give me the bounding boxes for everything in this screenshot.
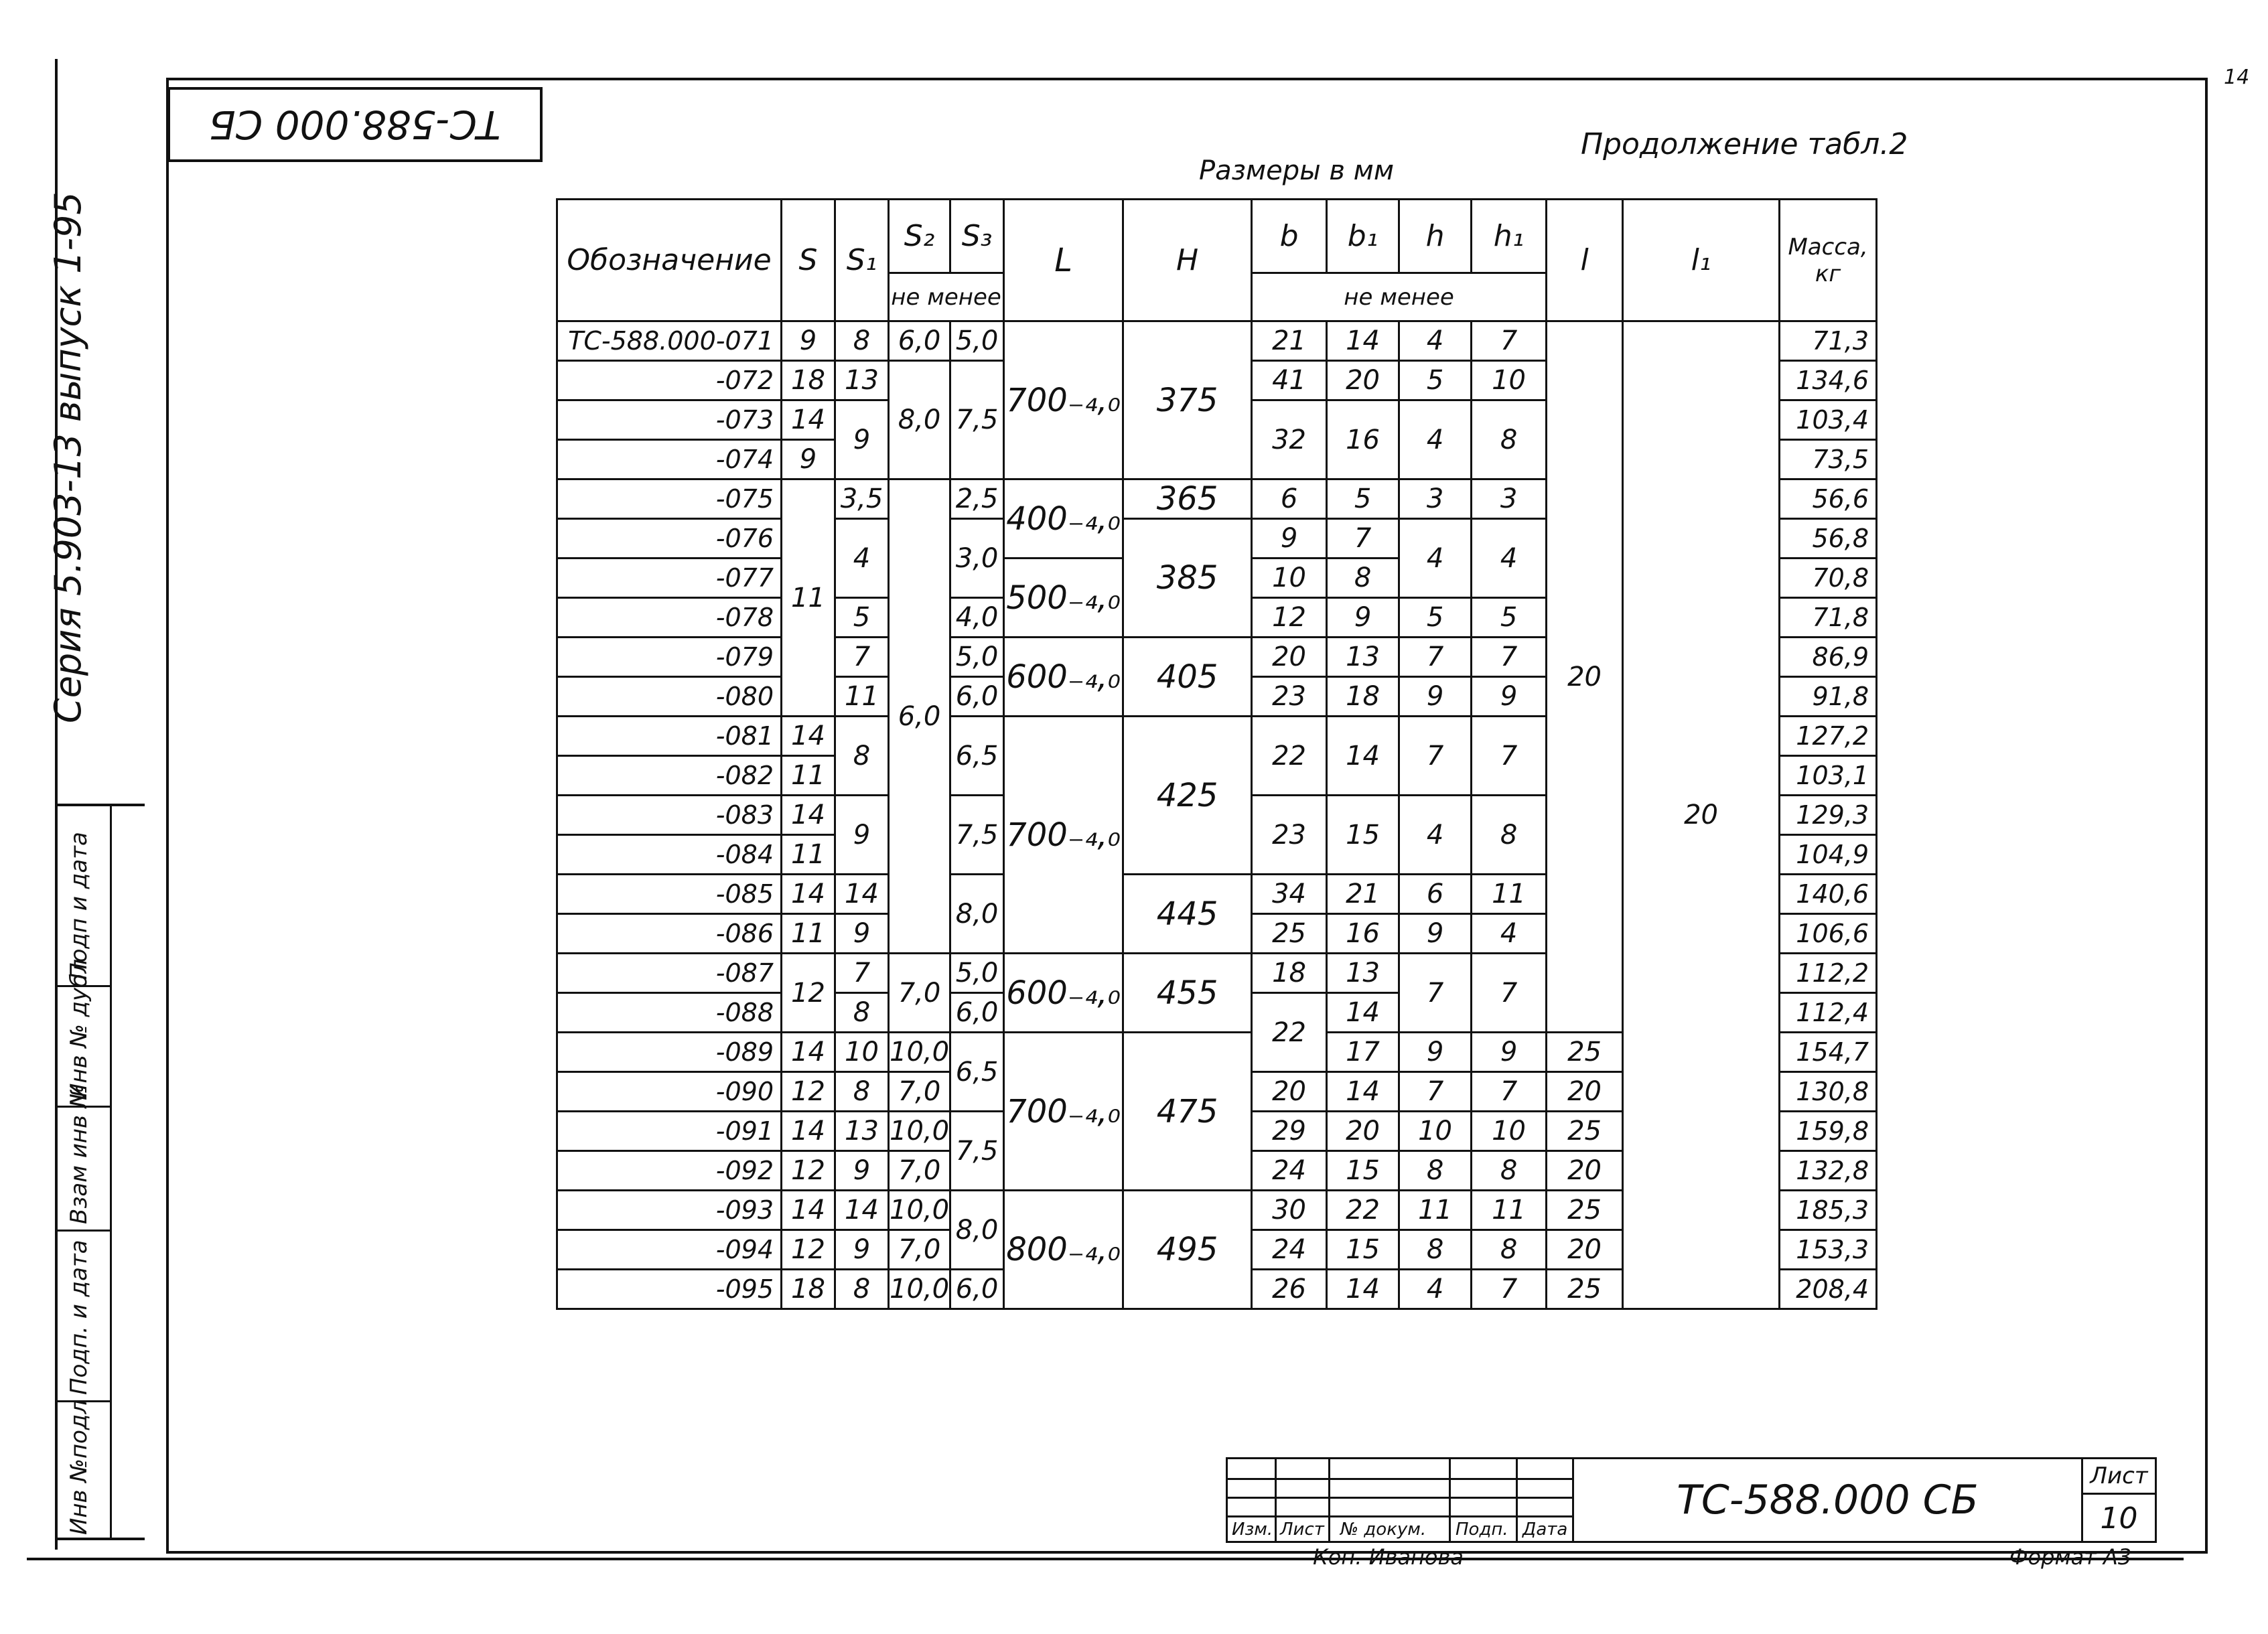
cell-b: 12: [1252, 598, 1327, 638]
cell-h: 445: [1123, 875, 1252, 954]
cell-mass: 56,6: [1780, 479, 1877, 519]
bottom-trim-line: [27, 1558, 2184, 1560]
cell-h: 8: [1399, 1230, 1472, 1270]
cell-s3: 6,5: [950, 1033, 1004, 1112]
cell-code: -072: [557, 361, 782, 400]
cell-s1: 13: [835, 1112, 889, 1151]
cell-h: 9: [1399, 1033, 1472, 1072]
cell-code: ТС-588.000-071: [557, 321, 782, 361]
cell-h1: 11: [1472, 875, 1547, 914]
title-block-sheet-number: 10: [2100, 1501, 2138, 1536]
cell-b: 18: [1252, 954, 1327, 993]
cell-h1: 7: [1472, 638, 1547, 677]
side-cell-sign-date: [58, 1232, 110, 1402]
cell-s: 14: [782, 1191, 835, 1230]
cell-s: 11: [782, 914, 835, 954]
col-l: l: [1547, 200, 1623, 321]
title-block: [1226, 1457, 2201, 1543]
cell-h: 11: [1399, 1191, 1472, 1230]
table-row: [557, 321, 1877, 361]
cell-s1: 9: [835, 914, 889, 954]
cell-s3: 5,0: [950, 954, 1004, 993]
cell-h: 4: [1399, 321, 1472, 361]
cell-b: 30: [1252, 1191, 1327, 1230]
cell-b1: 7: [1327, 519, 1399, 559]
side-cell-label: Подп и дата: [66, 832, 92, 980]
cell-s1: 7: [835, 954, 889, 993]
cell-h1: 10: [1472, 361, 1547, 400]
side-stamp: [55, 804, 145, 1540]
cell-l: 600₋₄,₀: [1004, 638, 1123, 717]
cell-s1: 8: [835, 717, 889, 796]
cell-l: 700₋₄,₀: [1004, 1033, 1123, 1191]
cell-h: 7: [1399, 638, 1472, 677]
cell-s2: 7,0: [889, 954, 950, 1033]
title-block-sheet: [2083, 1457, 2157, 1543]
format-label: Формат А3: [2009, 1544, 2132, 1570]
cell-b1: 14: [1327, 321, 1399, 361]
cell-l: 25: [1547, 1033, 1623, 1072]
cell-s3: 7,5: [950, 361, 1004, 479]
cell-code: -093: [557, 1191, 782, 1230]
cell-b: 22: [1252, 717, 1327, 796]
cell-b1: 14: [1327, 1072, 1399, 1112]
cell-s: 12: [782, 1072, 835, 1112]
cell-code: -092: [557, 1151, 782, 1191]
cell-b: 34: [1252, 875, 1327, 914]
side-cell-label: Инв №подл: [66, 1399, 92, 1535]
cell-s1: 9: [835, 1151, 889, 1191]
cell-s2: 6,0: [889, 479, 950, 954]
cell-mass: 112,2: [1780, 954, 1877, 993]
cell-b1: 5: [1327, 479, 1399, 519]
cell-s2: 7,0: [889, 1230, 950, 1270]
cell-b1: 18: [1327, 677, 1399, 717]
cell-s3: 5,0: [950, 321, 1004, 361]
cell-l: 20: [1547, 321, 1623, 1033]
col-mass: Масса, кг: [1780, 200, 1877, 321]
cell-mass: 129,3: [1780, 796, 1877, 835]
cell-b: 24: [1252, 1230, 1327, 1270]
cell-s: 12: [782, 1230, 835, 1270]
cell-h1: 4: [1472, 914, 1547, 954]
cell-h: 365: [1123, 479, 1252, 519]
cell-s: 9: [782, 321, 835, 361]
cell-code: -073: [557, 400, 782, 440]
cell-s1: 9: [835, 796, 889, 875]
cell-mass: 86,9: [1780, 638, 1877, 677]
cell-s1: 3,5: [835, 479, 889, 519]
tb-label-change: Изм.: [1232, 1519, 1273, 1540]
cell-code: -076: [557, 519, 782, 559]
cell-s3: 6,0: [950, 993, 1004, 1033]
cell-s1: 11: [835, 677, 889, 717]
cell-l1: 20: [1623, 321, 1780, 1309]
cell-h: 385: [1123, 519, 1252, 638]
cell-mass: 185,3: [1780, 1191, 1877, 1230]
col-l-upper: L: [1004, 200, 1123, 321]
cell-mass: 91,8: [1780, 677, 1877, 717]
cell-mass: 132,8: [1780, 1151, 1877, 1191]
cell-h1: 11: [1472, 1191, 1547, 1230]
cell-code: -077: [557, 559, 782, 598]
cell-s: 11: [782, 756, 835, 796]
specification-table: [556, 198, 1877, 1310]
cell-code: -083: [557, 796, 782, 835]
cell-code: -094: [557, 1230, 782, 1270]
cell-b: 20: [1252, 1072, 1327, 1112]
cell-h: 6: [1399, 875, 1472, 914]
cell-s: 11: [782, 835, 835, 875]
cell-s: 14: [782, 1033, 835, 1072]
cell-mass: 130,8: [1780, 1072, 1877, 1112]
cell-code: -075: [557, 479, 782, 519]
cell-b1: 16: [1327, 914, 1399, 954]
cell-l: 20: [1547, 1230, 1623, 1270]
cell-h: 5: [1399, 598, 1472, 638]
cell-b1: 21: [1327, 875, 1399, 914]
cell-b1: 15: [1327, 1151, 1399, 1191]
cell-b1: 9: [1327, 598, 1399, 638]
cell-mass: 154,7: [1780, 1033, 1877, 1072]
side-cell-replace-inv: [58, 1084, 110, 1232]
cell-b: 23: [1252, 796, 1327, 875]
cell-l: 25: [1547, 1191, 1623, 1230]
cell-s1: 8: [835, 1270, 889, 1309]
cell-code: -082: [557, 756, 782, 796]
cell-h: 405: [1123, 638, 1252, 717]
cell-s1: 8: [835, 321, 889, 361]
cell-h1: 8: [1472, 1151, 1547, 1191]
top-code-stamp-text: ТС-588.000 СБ: [209, 102, 501, 147]
cell-h: 8: [1399, 1151, 1472, 1191]
cell-s: 14: [782, 400, 835, 440]
cell-code: -091: [557, 1112, 782, 1151]
cell-s1: 5: [835, 598, 889, 638]
cell-b1: 22: [1327, 1191, 1399, 1230]
cell-b1: 20: [1327, 361, 1399, 400]
cell-b1: 14: [1327, 993, 1399, 1033]
cell-mass: 140,6: [1780, 875, 1877, 914]
cell-code: -078: [557, 598, 782, 638]
cell-s1: 10: [835, 1033, 889, 1072]
cell-mass: 159,8: [1780, 1112, 1877, 1151]
title-block-code: ТС-588.000 СБ: [1574, 1457, 2083, 1543]
cell-h1: 8: [1472, 1230, 1547, 1270]
side-stamp-divider: [110, 806, 112, 1538]
cell-h1: 10: [1472, 1112, 1547, 1151]
cell-s: 14: [782, 796, 835, 835]
cell-mass: 134,6: [1780, 361, 1877, 400]
cell-code: -095: [557, 1270, 782, 1309]
cell-b: 32: [1252, 400, 1327, 479]
cell-b: 25: [1252, 914, 1327, 954]
cell-s3: 5,0: [950, 638, 1004, 677]
cell-s1: 9: [835, 1230, 889, 1270]
col-designation: Обозначение: [557, 200, 782, 321]
col-s1: S₁: [835, 200, 889, 321]
cell-mass: 103,1: [1780, 756, 1877, 796]
col-s: S: [782, 200, 835, 321]
cell-mass: 71,8: [1780, 598, 1877, 638]
cell-s3: 8,0: [950, 875, 1004, 954]
cell-s: 12: [782, 954, 835, 1033]
cell-s2: 7,0: [889, 1151, 950, 1191]
sheet-top-number: 14: [2224, 66, 2250, 89]
cell-s2: 10,0: [889, 1270, 950, 1309]
cell-s1: 8: [835, 1072, 889, 1112]
cell-h1: 5: [1472, 598, 1547, 638]
cell-b1: 17: [1327, 1033, 1399, 1072]
cell-h1: 9: [1472, 1033, 1547, 1072]
cell-h: 7: [1399, 1072, 1472, 1112]
cell-s2: 7,0: [889, 1072, 950, 1112]
cell-code: -080: [557, 677, 782, 717]
cell-b1: 15: [1327, 796, 1399, 875]
cell-l: 400₋₄,₀: [1004, 479, 1123, 559]
cell-b1: 13: [1327, 954, 1399, 993]
cell-s2: 6,0: [889, 321, 950, 361]
cell-h1: 3: [1472, 479, 1547, 519]
cell-l: 800₋₄,₀: [1004, 1191, 1123, 1309]
cell-s1: 14: [835, 875, 889, 914]
cell-code: -085: [557, 875, 782, 914]
cell-h: 4: [1399, 796, 1472, 875]
side-cell-label: Инв № дубл: [66, 958, 92, 1100]
cell-h1: 8: [1472, 796, 1547, 875]
top-code-stamp: [167, 87, 543, 162]
cell-b: 10: [1252, 559, 1327, 598]
cell-b1: 14: [1327, 717, 1399, 796]
cell-mass: 71,3: [1780, 321, 1877, 361]
cell-l: 20: [1547, 1151, 1623, 1191]
cell-l: 20: [1547, 1072, 1623, 1112]
cell-l: 25: [1547, 1270, 1623, 1309]
tb-label-date: Дата: [1522, 1519, 1568, 1540]
side-cell-label: Подп. и дата: [66, 1240, 92, 1395]
cell-h: 10: [1399, 1112, 1472, 1151]
tb-label-sheet: Лист: [1280, 1519, 1324, 1540]
cell-h: 455: [1123, 954, 1252, 1033]
cell-s1: 7: [835, 638, 889, 677]
cell-s1: 13: [835, 361, 889, 400]
col-l1: l₁: [1623, 200, 1780, 321]
cell-mass: 112,4: [1780, 993, 1877, 1033]
cell-l: 25: [1547, 1112, 1623, 1151]
cell-h: 4: [1399, 1270, 1472, 1309]
cell-b: 29: [1252, 1112, 1327, 1151]
cell-mass: 103,4: [1780, 400, 1877, 440]
cell-h: 425: [1123, 717, 1252, 875]
cell-b: 20: [1252, 638, 1327, 677]
cell-h1: 8: [1472, 400, 1547, 479]
cell-b: 23: [1252, 677, 1327, 717]
not-less-b-header: не менее: [1252, 273, 1547, 321]
cell-code: -089: [557, 1033, 782, 1072]
cell-s: 9: [782, 440, 835, 479]
cell-s3: 4,0: [950, 598, 1004, 638]
col-h1: h₁: [1472, 200, 1547, 273]
title-block-grid: [1226, 1457, 1574, 1543]
cell-b: 26: [1252, 1270, 1327, 1309]
tb-label-doc-no: № докум.: [1340, 1519, 1427, 1540]
cell-h: 475: [1123, 1033, 1252, 1191]
col-b1: b₁: [1327, 200, 1399, 273]
cell-b: 41: [1252, 361, 1327, 400]
cell-s: 14: [782, 875, 835, 914]
cell-s3: 7,5: [950, 1112, 1004, 1191]
cell-b: 6: [1252, 479, 1327, 519]
cell-h: 7: [1399, 954, 1472, 1033]
cell-h1: 7: [1472, 1270, 1547, 1309]
col-h: h: [1399, 200, 1472, 273]
cell-s2: 10,0: [889, 1112, 950, 1151]
cell-l: 500₋₄,₀: [1004, 559, 1123, 638]
cell-h1: 4: [1472, 519, 1547, 598]
cell-b: 22: [1252, 993, 1327, 1072]
cell-code: -081: [557, 717, 782, 756]
cell-h: 375: [1123, 321, 1252, 479]
cell-h1: 7: [1472, 717, 1547, 796]
cell-h: 4: [1399, 400, 1472, 479]
not-less-s-header: не менее: [889, 273, 1004, 321]
cell-b1: 15: [1327, 1230, 1399, 1270]
col-b: b: [1252, 200, 1327, 273]
cell-s3: 3,0: [950, 519, 1004, 598]
col-s3: S₃: [950, 200, 1004, 273]
cell-mass: 106,6: [1780, 914, 1877, 954]
cell-h: 7: [1399, 717, 1472, 796]
specification-body: [557, 321, 1877, 1309]
sizes-unit-label: Размеры в мм: [1199, 155, 1395, 186]
cell-s3: 2,5: [950, 479, 1004, 519]
side-cell-label: Взам инв №: [66, 1084, 92, 1224]
cell-mass: 127,2: [1780, 717, 1877, 756]
cell-h: 9: [1399, 914, 1472, 954]
cell-mass: 104,9: [1780, 835, 1877, 875]
cell-b1: 16: [1327, 400, 1399, 479]
cell-code: -088: [557, 993, 782, 1033]
cell-l: 700₋₄,₀: [1004, 717, 1123, 954]
cell-b1: 13: [1327, 638, 1399, 677]
cell-b1: 14: [1327, 1270, 1399, 1309]
cell-b1: 8: [1327, 559, 1399, 598]
title-block-sheet-label: Лист: [2083, 1459, 2155, 1495]
continuation-label: Продолжение табл.2: [1581, 127, 1908, 161]
cell-s1: 9: [835, 400, 889, 479]
cell-s1: 8: [835, 993, 889, 1033]
cell-s2: 10,0: [889, 1191, 950, 1230]
cell-code: -074: [557, 440, 782, 479]
cell-s: 14: [782, 717, 835, 756]
cell-code: -086: [557, 914, 782, 954]
cell-s2: 10,0: [889, 1033, 950, 1072]
cell-code: -090: [557, 1072, 782, 1112]
cell-mass: 208,4: [1780, 1270, 1877, 1309]
cell-h: 495: [1123, 1191, 1252, 1309]
cell-h1: 9: [1472, 677, 1547, 717]
cell-s3: 6,0: [950, 1270, 1004, 1309]
cell-s: 14: [782, 1112, 835, 1151]
cell-h1: 7: [1472, 954, 1547, 1033]
cell-code: -084: [557, 835, 782, 875]
cell-s: 18: [782, 361, 835, 400]
cell-h: 4: [1399, 519, 1472, 598]
cell-s3: 6,5: [950, 717, 1004, 796]
cell-b: 21: [1252, 321, 1327, 361]
side-cell-orig-inv: [58, 1399, 110, 1540]
col-s2: S₂: [889, 200, 950, 273]
cell-mass: 56,8: [1780, 519, 1877, 559]
cell-h: 5: [1399, 361, 1472, 400]
cell-mass: 73,5: [1780, 440, 1877, 479]
cell-h1: 7: [1472, 1072, 1547, 1112]
cell-s: 11: [782, 479, 835, 717]
cell-s3: 7,5: [950, 796, 1004, 875]
cell-l: 700₋₄,₀: [1004, 321, 1123, 479]
cell-mass: 153,3: [1780, 1230, 1877, 1270]
cell-b: 24: [1252, 1151, 1327, 1191]
cell-l: 600₋₄,₀: [1004, 954, 1123, 1033]
cell-s: 12: [782, 1151, 835, 1191]
copied-by-label: Коп. Иванова: [1313, 1544, 1464, 1570]
cell-code: -087: [557, 954, 782, 993]
cell-s2: 8,0: [889, 361, 950, 479]
series-label: Серия 5.903-13 выпуск 1-95: [47, 192, 89, 723]
cell-code: -079: [557, 638, 782, 677]
cell-h1: 7: [1472, 321, 1547, 361]
cell-s: 18: [782, 1270, 835, 1309]
cell-mass: 70,8: [1780, 559, 1877, 598]
cell-s3: 8,0: [950, 1191, 1004, 1270]
cell-s1: 4: [835, 519, 889, 598]
col-h-upper: H: [1123, 200, 1252, 321]
cell-b: 9: [1252, 519, 1327, 559]
cell-s1: 14: [835, 1191, 889, 1230]
cell-s3: 6,0: [950, 677, 1004, 717]
cell-h: 3: [1399, 479, 1472, 519]
cell-h: 9: [1399, 677, 1472, 717]
cell-b1: 20: [1327, 1112, 1399, 1151]
tb-label-sign: Подп.: [1456, 1519, 1508, 1540]
